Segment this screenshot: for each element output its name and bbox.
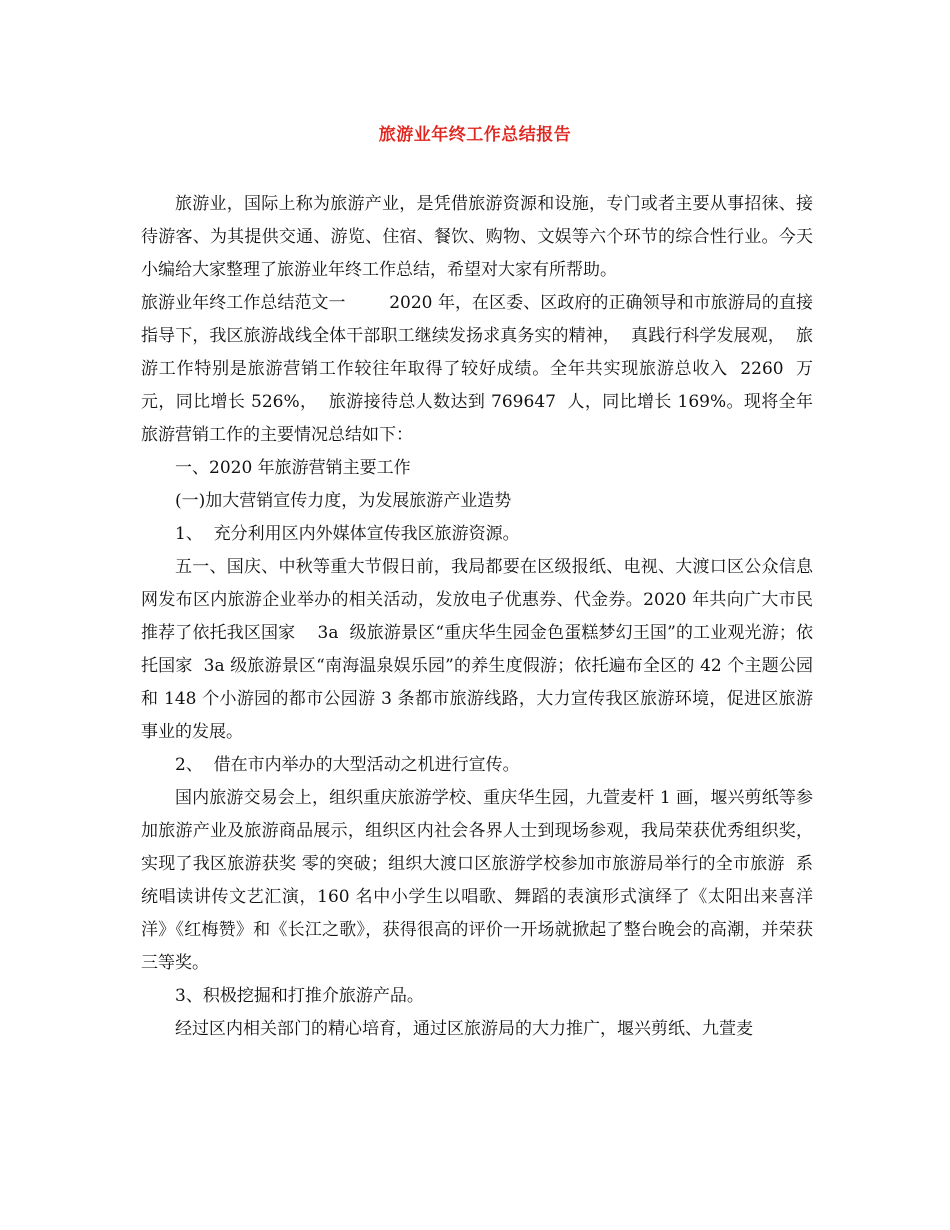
section-heading: 一、2020 年旅游营销主要工作 bbox=[175, 458, 411, 478]
paragraph-media-promotion: 五一、国庆、中秋等重大节假日前，我局都要在区级报纸、电视、大渡口区公众信息网发布区内旅游企业举办的相关活动，发放电子优惠券、代金券。2020 年共向广大市民推荐了依托我区国家 3a 级旅游景区“重庆华生园金色蛋糕梦幻王国”的工业观光游；依托国家 3a 级旅游景区“南海温泉娱乐园”的养生度假游；依托遍布全区的 42 个主题公园和 148 个小游园的都市公园游 3 条都市旅游线路，大力宣传我区旅游环境，促进区旅游事业的发展。 bbox=[141, 557, 813, 742]
item-heading-1: 1、 充分利用区内外媒体宣传我区旅游资源。 bbox=[175, 524, 520, 544]
document-title: 旅游业年终工作总结报告 bbox=[378, 125, 572, 145]
item-heading-2: 2、 借在市内举办的大型活动之机进行宣传。 bbox=[175, 755, 520, 775]
document-body bbox=[141, 188, 813, 1046]
paragraph-products: 经过区内相关部门的精心培育，通过区旅游局的大力推广，堰兴剪纸、九萱麦 bbox=[175, 1019, 753, 1039]
paragraph-sample-one: 旅游业年终工作总结范文一 2020 年，在区委、区政府的正确领导和市旅游局的直接指导下，我区旅游战线全体干部职工继续发扬求真务实的精神， 真践行科学发展观， 旅游工作特别是旅游营销工作较往年取得了较好成绩。全年共实现旅游总收入 2260 万元，同比增长 526%， 旅游接待总人数达到 769647 人，同比增长 169%。现将全年旅游营销工作的主要情况总结如下： bbox=[141, 293, 813, 445]
subsection-heading: (一)加大营销宣传力度，为发展旅游产业造势 bbox=[175, 491, 512, 511]
paragraph-events: 国内旅游交易会上，组织重庆旅游学校、重庆华生园，九萱麦杆 1 画，堰兴剪纸等参加旅游产业及旅游商品展示，组织区内社会各界人士到现场参观，我局荣获优秀组织奖，实现了我区旅游获奖 零的突破；组织大渡口区旅游学校参加市旅游局举行的全市旅游 系统唱读讲传文艺汇演，160 名中小学生以唱歌、舞蹈的表演形式演绎了《太阳出来喜洋洋》《红梅赞》和《长江之歌》，获得很高的评价一开场就掀起了整台晚会的高潮，并荣获三等奖。 bbox=[141, 788, 813, 973]
paragraph-intro: 旅游业，国际上称为旅游产业，是凭借旅游资源和设施，专门或者主要从事招徕、接待游客、为其提供交通、游览、住宿、餐饮、购物、文娱等六个环节的综合性行业。今天小编给大家整理了旅游业年终工作总结，希望对大家有所帮助。 bbox=[141, 194, 813, 280]
item-heading-3: 3、积极挖掘和打推介旅游产品。 bbox=[175, 986, 424, 1006]
